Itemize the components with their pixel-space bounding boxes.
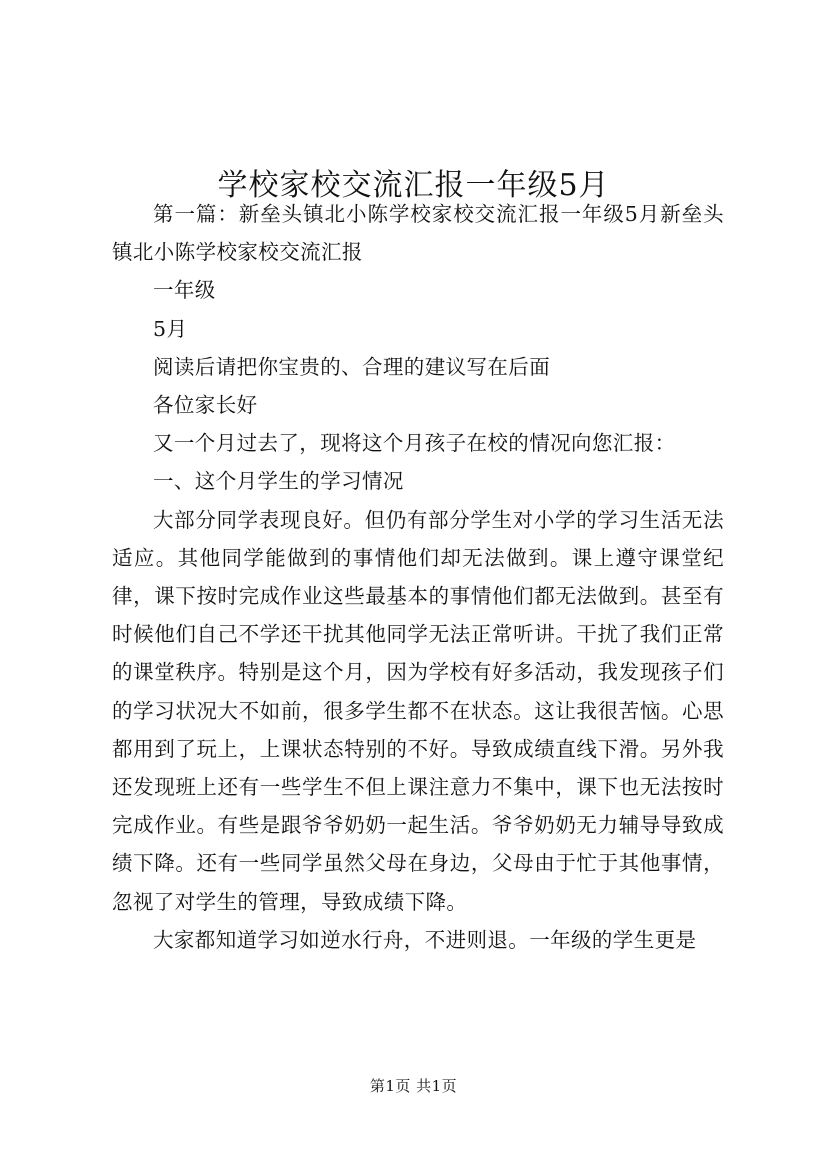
paragraph-instruction: 阅读后请把你宝贵的、合理的建议写在后面	[153, 354, 551, 379]
paragraph-month: 5月	[153, 316, 188, 341]
paragraph-intro: 又一个月过去了，现将这个月孩子在校的情况向您汇报：	[153, 431, 676, 456]
document-body	[112, 195, 724, 959]
paragraph-learning-situation: 大部分同学表现良好。但仍有部分学生对小学的学习生活无法适应。其他同学能做到的事情他们却无法做到。课上遵守课堂纪律，课下按时完成作业这些最基本的事情他们都无法做到。甚至有时候他们自己不学还干扰其他同学无法正常听讲。干扰了我们正常的课堂秩序。特别是这个月，因为学校有好多活动，我发现孩子们的学习状况大不如前，很多学生都不在状态。这让我很苦恼。心思都用到了玩上，上课状态特别的不好。导致成绩直线下滑。另外我还发现班上还有一些学生不但上课注意力不集中，课下也无法按时完成作业。有些是跟爷爷奶奶一起生活。爷爷奶奶无力辅导导致成绩下降。还有一些同学虽然父母在身边，父母由于忙于其他事情，忽视了对学生的管理，导致成绩下降。	[112, 507, 724, 914]
paragraph-grade: 一年级	[153, 278, 216, 303]
section-heading-learning: 一、这个月学生的学习情况	[153, 469, 404, 494]
page-footer: 第1页 共1页	[369, 1077, 458, 1095]
paragraph-greeting: 各位家长好	[153, 393, 258, 418]
paragraph-learning-continued: 大家都知道学习如逆水行舟，不进则退。一年级的学生更是	[153, 927, 697, 952]
document-title: 学校家校交流汇报一年级5月	[217, 168, 610, 204]
paragraph-heading-first-article: 第一篇：新垒头镇北小陈学校家校交流汇报一年级5月新垒头镇北小陈学校家校交流汇报	[112, 202, 724, 265]
